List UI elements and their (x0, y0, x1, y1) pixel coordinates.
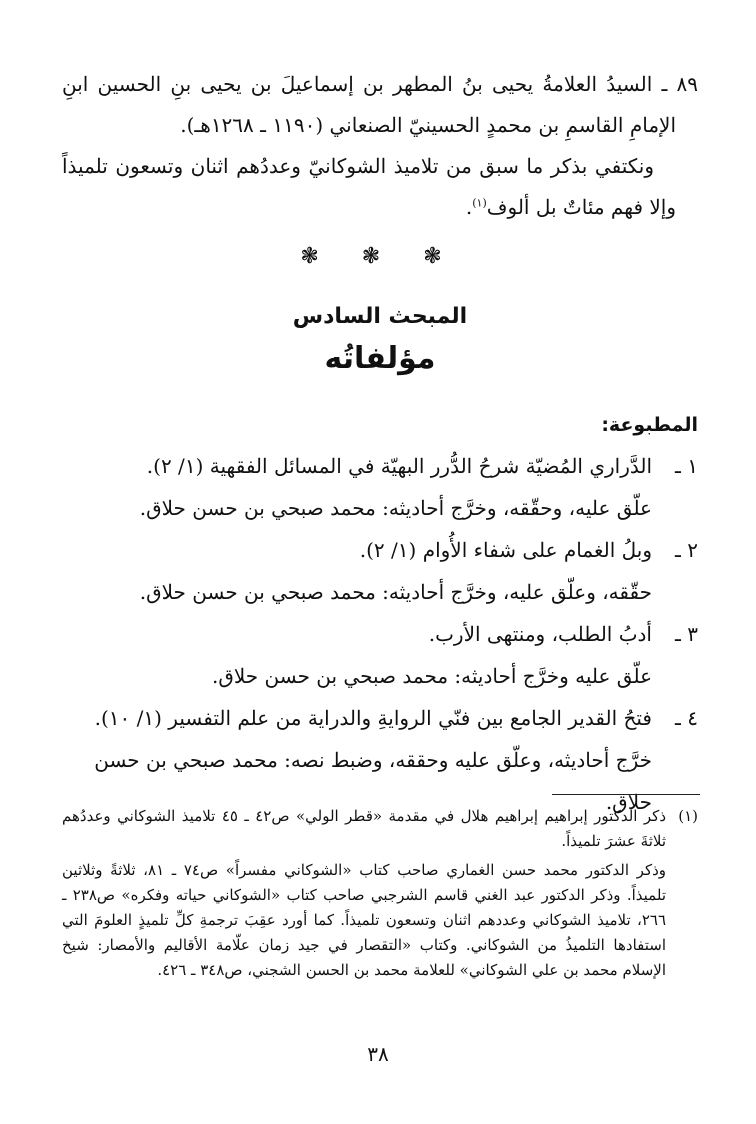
item-note: علّق عليه، وحقّقه، وخرَّج أحاديثه: محمد صبحي بن حسن حلاق. (139, 496, 652, 520)
item-note: خرَّج أحاديثه، وعلّق عليه وحققه، وضبط نصه: محمد صبحي بن حسن حلاق. (94, 748, 652, 814)
closing-paragraph (62, 146, 676, 228)
footnote-reference: (١) (472, 196, 487, 210)
printed-works-heading: المطبوعة: (601, 414, 698, 436)
item-note: علّق عليه وخرَّج أحاديثه: محمد صبحي بن حسن حلاق. (211, 664, 652, 688)
biography-entry-89 (62, 64, 698, 146)
printed-work-item (62, 613, 698, 697)
footnote-separator (552, 794, 700, 795)
item-title: أدبُ الطلب، ومنتهى الأرب. (428, 622, 652, 646)
item-number: ١ ـ (675, 454, 698, 478)
item-number: ٢ ـ (675, 538, 698, 562)
item-number: ٣ ـ (675, 622, 698, 646)
closing-text: ونكتفي بذكر ما سبق من تلاميذ الشوكانيّ وعددُهم اثنان وتسعون تلميذاً وإلا فهم مئاتٌ بل ألوف (62, 154, 676, 219)
footnotes (62, 804, 698, 983)
footnote (62, 804, 698, 854)
item-title: الدَّراري المُضيّة شرحُ الدُّرر البهيّة في المسائل الفقهية (١/ ٢). (146, 454, 652, 478)
closing-end: . (465, 195, 473, 219)
item-title: وبلُ الغمام على شفاء الأُوام (١/ ٢). (359, 538, 652, 562)
section-divider-ornament: ❃ ❃ ❃ (300, 244, 460, 269)
footnote-marker: (١) (678, 807, 698, 825)
page-number: ٣٨ (367, 1042, 389, 1066)
footnote-continuation: وذكر الدكتور محمد حسن الغماري صاحب كتاب «الشوكاني مفسراً» ص٧٤ ـ ٨١، ثلاثةً وثلاثين تلميذاً. وذكر الدكتور عبد الغني قاسم الشرجبي صاحب كتاب «الشوكاني حياته وفكره» ص٢٣٨ ـ ٢٦٦، تلاميذ الشوكاني وعددهم اثنان وتسعون تلميذاً. كما أورد عقِبَ ترجمةِ كلِّ تلميذٍ العلومَ التي استفادها التلميذُ من الشوكاني. وكتاب «التقصار في جيد زمان علّامة الأقاليم والأمصار: شيخ الإسلام محمد بن علي الشوكاني» للعلامة محمد بن الحسن الشجني، ص٣٤٨ ـ ٤٢٦. (62, 861, 667, 979)
main-text (62, 64, 698, 823)
item-note: حقّقه، وعلّق عليه، وخرَّج أحاديثه: محمد صبحي بن حسن حلاق. (139, 580, 652, 604)
printed-work-item (62, 445, 698, 529)
printed-work-item (62, 529, 698, 613)
section-label: المبحث السادس (292, 304, 468, 329)
item-title: فتحُ القدير الجامع بين فنّي الروايةِ والدراية من علم التفسير (١/ ١٠). (94, 706, 652, 730)
section-title: مؤلفاتُه (324, 341, 436, 376)
entry-89-line-2: القاسمِ بن محمدٍ الحسينيّ الصنعاني (١١٩٠ ـ ١٢٦٨هـ). (180, 113, 624, 137)
footnote-text: ذكر الدكتور إبراهيم إبراهيم هلال في مقدمة «قطر الولي» ص٤٢ ـ ٤٥ تلاميذ الشوكاني وعددُهم ثلاثةَ عشرَ تلميذاً. (62, 807, 666, 850)
entry-89-line-1: ٨٩ ـ السيدُ العلامةُ يحيى بنُ المطهر بن إسماعيلَ بن يحيى بنِ الحسين ابنِ الإمامِ (62, 72, 698, 137)
item-number: ٤ ـ (675, 706, 698, 730)
